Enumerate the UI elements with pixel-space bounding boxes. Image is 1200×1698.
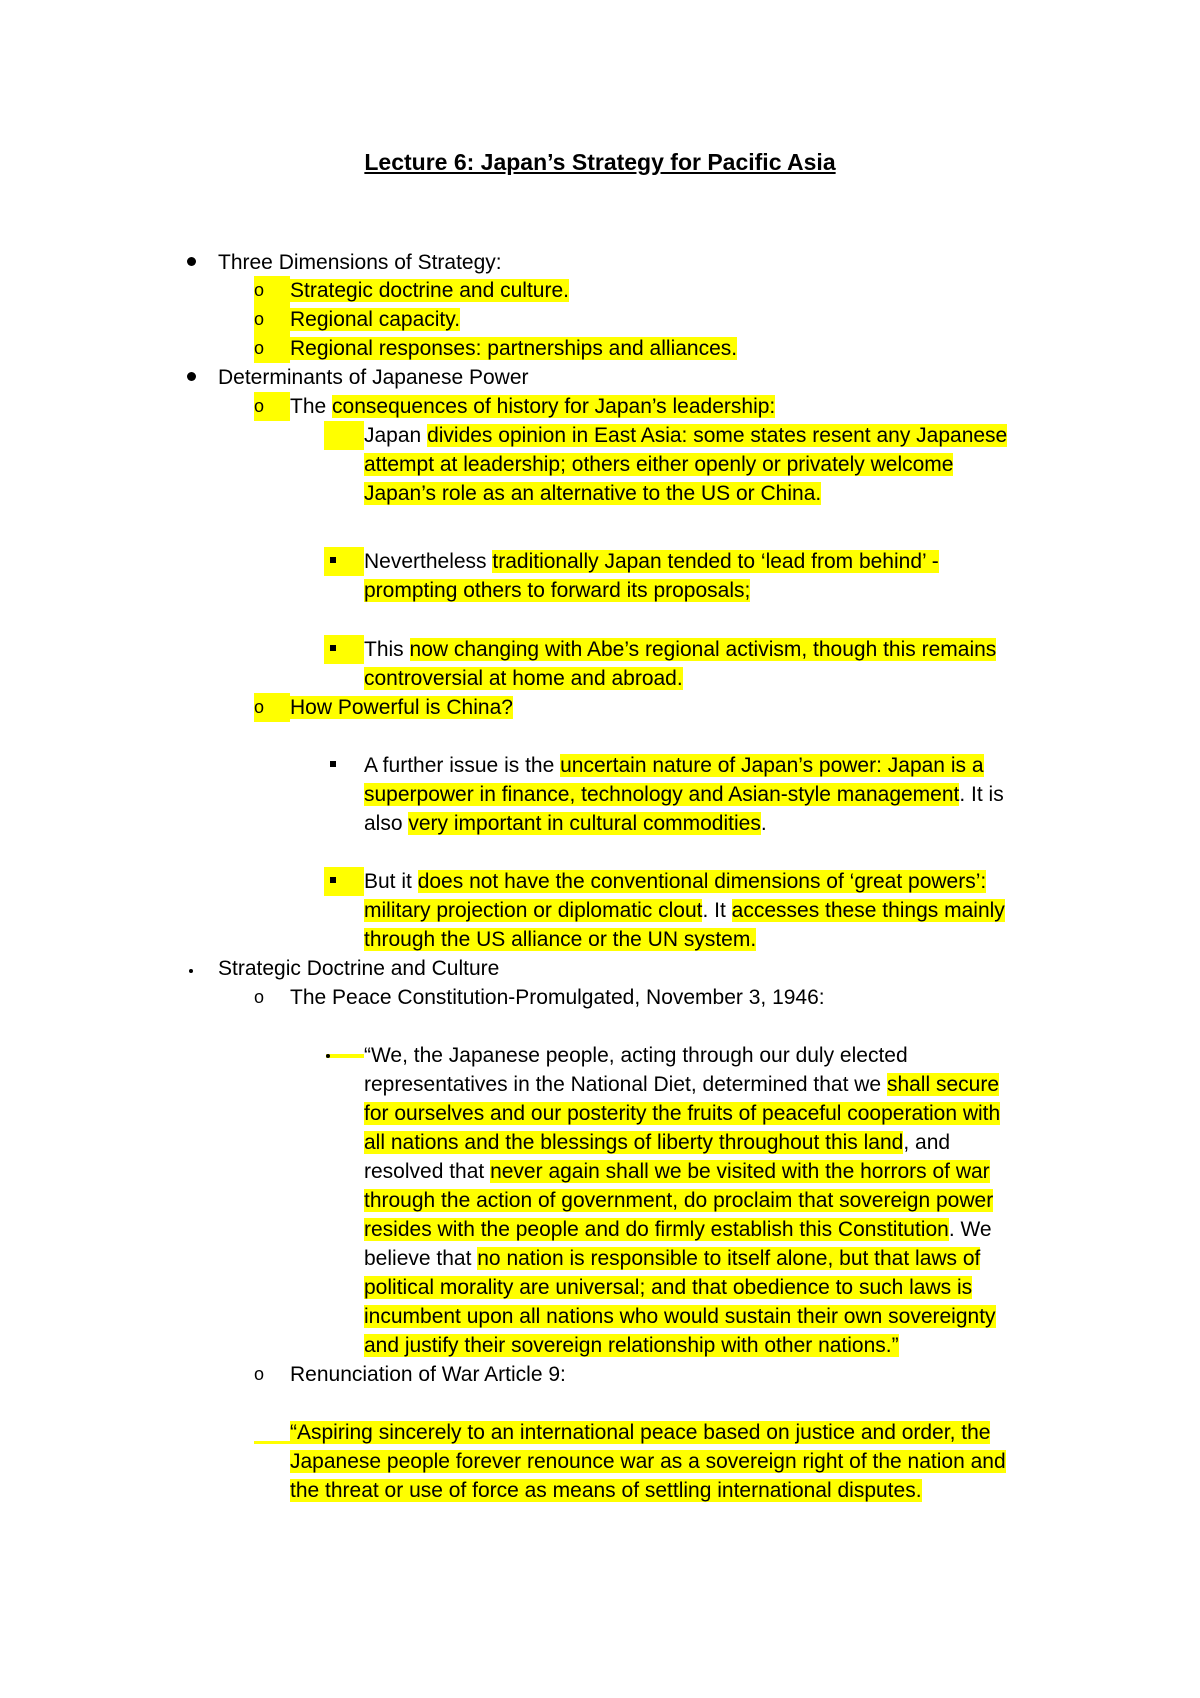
quote-line: political morality are universal; and that obedience to such laws is <box>364 1276 973 1299</box>
bullet-o-icon: o <box>254 392 290 421</box>
bullet-o-icon: o <box>254 693 290 722</box>
list-item: How Powerful is China? <box>290 696 513 719</box>
list-item-continuation: attempt at leadership; others either openly or privately welcome <box>364 453 954 476</box>
list-item-continuation: superpower in finance, technology and Asian-style management. It is <box>364 783 1004 806</box>
bullet-disc-icon <box>187 257 196 266</box>
quote-line: incumbent upon all nations who would sustain their own sovereignty <box>364 1305 996 1328</box>
list-item: Regional capacity. <box>290 308 461 331</box>
quote-line: “Aspiring sincerely to an international peace based on justice and order, the <box>290 1421 991 1444</box>
list-item: Regional responses: partnerships and alliances. <box>290 337 738 360</box>
bullet-dot-icon <box>326 1054 330 1058</box>
list-item: But it does not have the conventional dimensions of ‘great powers’: <box>364 870 987 893</box>
bullet-disc-icon <box>187 372 196 381</box>
quote-line: through the action of government, do proclaim that sovereign power <box>364 1189 994 1212</box>
list-item: Japan divides opinion in East Asia: some states resent any Japanese <box>364 424 1008 447</box>
bullet-o-icon: o <box>254 1364 265 1384</box>
bullet-o-icon: o <box>254 276 290 305</box>
bullet-square-icon <box>330 877 336 883</box>
list-item: The consequences of history for Japan’s leadership: <box>290 395 776 418</box>
quote-line: and justify their sovereign relationship with other nations.” <box>364 1334 899 1357</box>
bullet-dot-icon <box>189 969 193 973</box>
list-item: Three Dimensions of Strategy: <box>218 251 502 274</box>
highlight-mark <box>254 1441 290 1444</box>
list-item: The Peace Constitution-Promulgated, November 3, 1946: <box>290 986 825 1009</box>
list-item: This now changing with Abe’s regional activism, though this remains <box>364 638 997 661</box>
list-item-continuation: also very important in cultural commodities. <box>364 812 767 835</box>
quote-line: for ourselves and our posterity the fruits of peaceful cooperation with <box>364 1102 1001 1125</box>
list-item-continuation: prompting others to forward its proposals; <box>364 579 751 602</box>
list-item: Strategic doctrine and culture. <box>290 279 569 302</box>
quote-line: representatives in the National Diet, determined that we shall secure <box>364 1073 1000 1096</box>
list-item-continuation: military projection or diplomatic clout. It accesses these things mainly <box>364 899 1005 922</box>
highlight-mark <box>324 421 364 450</box>
bullet-o-icon: o <box>254 305 290 334</box>
list-item-continuation: controversial at home and abroad. <box>364 667 683 690</box>
quote-line: the threat or use of force as means of settling international disputes. <box>290 1479 922 1502</box>
list-item: Nevertheless traditionally Japan tended to ‘lead from behind’ - <box>364 550 939 573</box>
highlight-mark <box>326 1054 364 1058</box>
quote-line: “We, the Japanese people, acting through our duly elected <box>364 1044 908 1067</box>
quote-line: believe that no nation is responsible to itself alone, but that laws of <box>364 1247 981 1270</box>
bullet-square-icon <box>330 645 336 651</box>
list-item-continuation: through the US alliance or the UN system. <box>364 928 757 951</box>
quote-line: resides with the people and do firmly establish this Constitution. We <box>364 1218 992 1241</box>
list-item: Renunciation of War Article 9: <box>290 1363 566 1386</box>
list-item-continuation: Japan’s role as an alternative to the US or China. <box>364 482 822 505</box>
list-item: A further issue is the uncertain nature of Japan’s power: Japan is a <box>364 754 984 777</box>
quote-line: Japanese people forever renounce war as a sovereign right of the nation and <box>290 1450 1006 1473</box>
bullet-o-icon: o <box>254 987 265 1007</box>
quote-line: resolved that never again shall we be visited with the horrors of war <box>364 1160 990 1183</box>
bullet-square-icon <box>330 557 336 563</box>
bullet-o-icon: o <box>254 334 290 363</box>
quote-line: all nations and the blessings of liberty throughout this land, and <box>364 1131 951 1154</box>
list-item: Determinants of Japanese Power <box>218 366 529 389</box>
list-item: Strategic Doctrine and Culture <box>218 957 500 980</box>
page-title: Lecture 6: Japan’s Strategy for Pacific Asia <box>364 149 836 175</box>
bullet-square-icon <box>330 761 336 767</box>
